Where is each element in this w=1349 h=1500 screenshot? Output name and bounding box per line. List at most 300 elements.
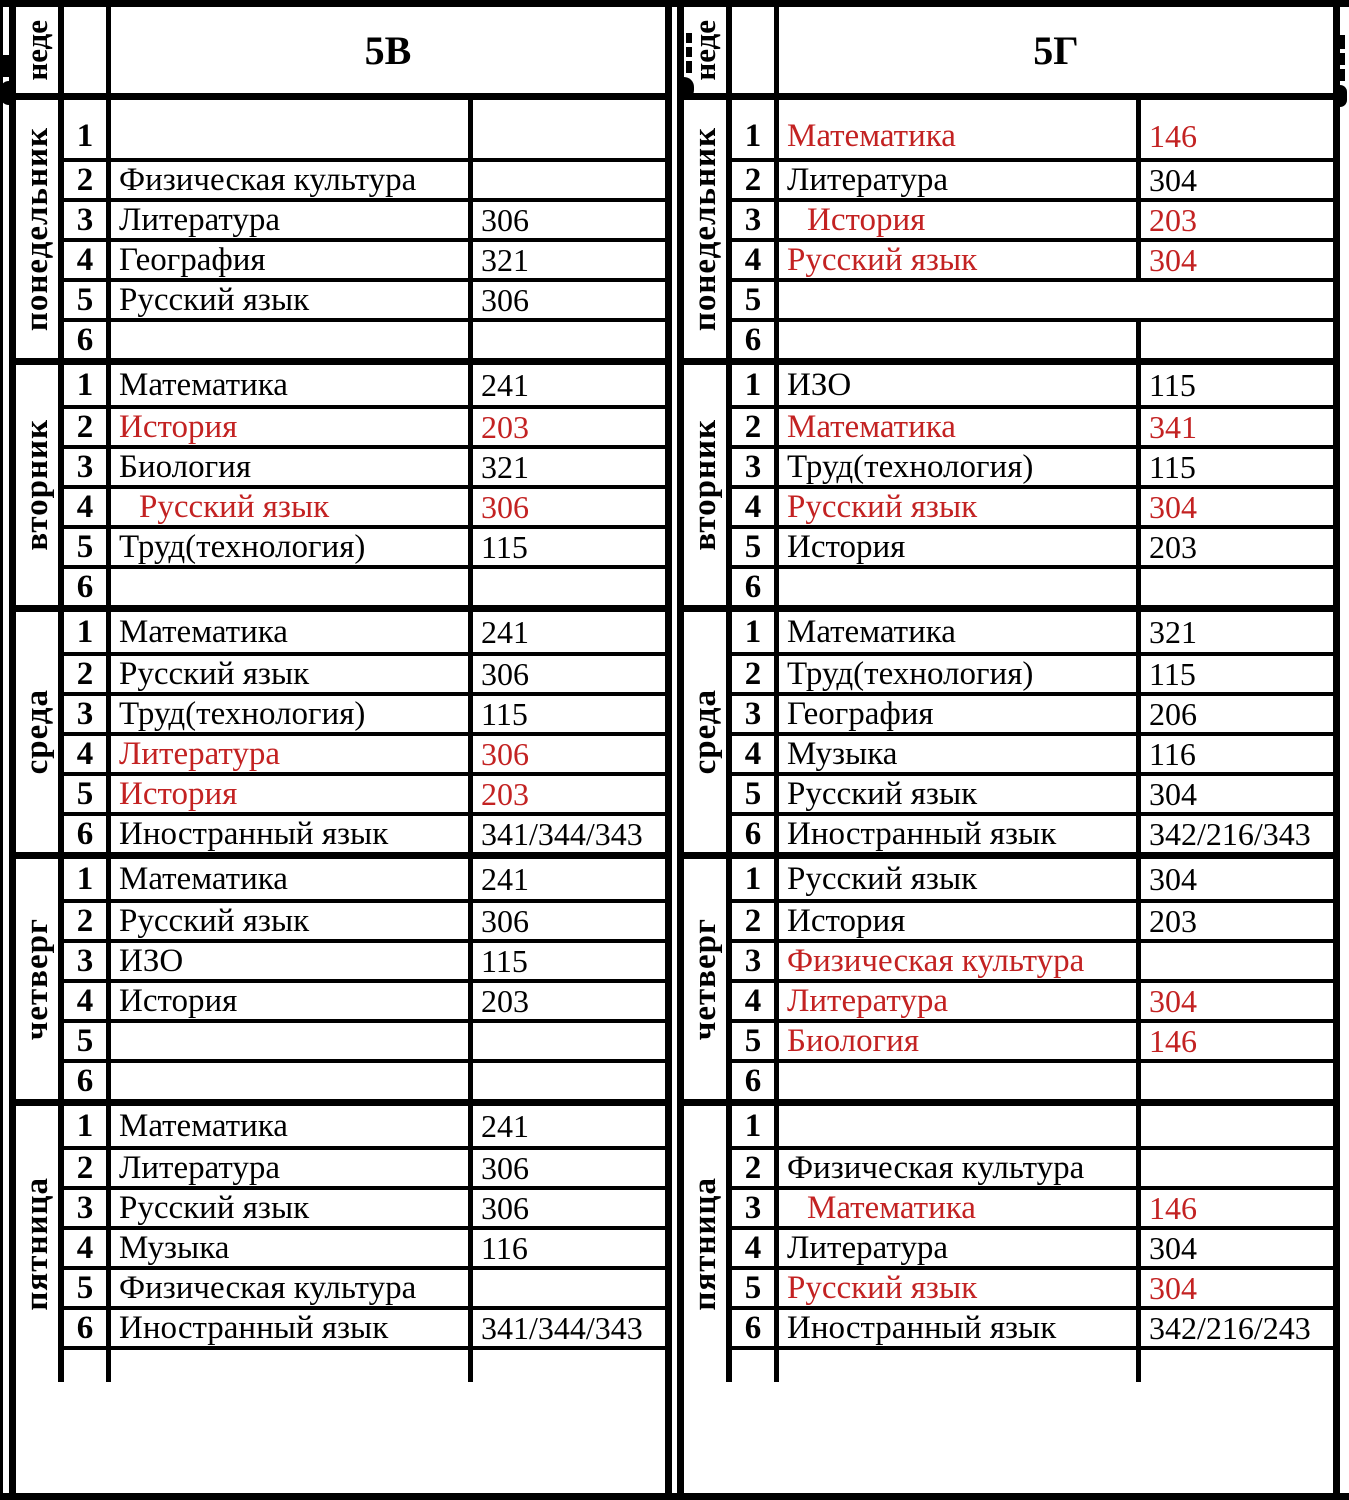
lesson-number: 4 bbox=[732, 736, 779, 772]
bottom-border-line bbox=[0, 1493, 1349, 1500]
day-rows bbox=[64, 859, 665, 1099]
room-cell: 321 bbox=[1136, 612, 1333, 652]
glyph-fragment bbox=[3, 55, 9, 77]
room-cell bbox=[468, 1023, 665, 1059]
lesson-row bbox=[64, 158, 665, 198]
room-cell: 321 bbox=[468, 449, 665, 485]
day-name-label: пятница bbox=[686, 1177, 723, 1311]
class-header: 5В bbox=[364, 27, 412, 73]
day-rows bbox=[732, 859, 1333, 1099]
room-cell: 306 bbox=[468, 736, 665, 772]
lesson-row bbox=[732, 1146, 1333, 1186]
room-cell: 206 bbox=[1136, 696, 1333, 732]
lesson-row bbox=[64, 485, 665, 525]
room-cell: 306 bbox=[468, 1150, 665, 1186]
subject-cell: Математика bbox=[787, 118, 956, 154]
lesson-row bbox=[64, 1346, 665, 1382]
glyph-fragment bbox=[1340, 69, 1345, 81]
room-cell: 116 bbox=[1136, 736, 1333, 772]
day-block-3 bbox=[16, 605, 665, 852]
lesson-number bbox=[64, 1350, 111, 1382]
lesson-number: 4 bbox=[64, 489, 111, 525]
lesson-number: 4 bbox=[64, 242, 111, 278]
day-name-cell bbox=[16, 1106, 64, 1382]
room-cell bbox=[468, 322, 665, 358]
subject-cell: Русский язык bbox=[787, 489, 978, 525]
lesson-number-header-cell bbox=[64, 7, 111, 93]
day-rows bbox=[64, 100, 665, 358]
lesson-number: 2 bbox=[732, 656, 779, 692]
room-cell: 306 bbox=[468, 202, 665, 238]
day-block-2 bbox=[16, 358, 665, 605]
lesson-row bbox=[732, 1019, 1333, 1059]
room-cell: 203 bbox=[1136, 529, 1333, 565]
lesson-row bbox=[732, 732, 1333, 772]
lesson-row bbox=[732, 1186, 1333, 1226]
day-name-cell bbox=[684, 365, 732, 605]
lesson-number: 6 bbox=[64, 1310, 111, 1346]
room-cell bbox=[1136, 1350, 1333, 1382]
lesson-number: 6 bbox=[64, 816, 111, 852]
day-name-label: вторник bbox=[686, 419, 723, 551]
subject-cell: ИЗО bbox=[119, 943, 184, 979]
lesson-number: 5 bbox=[64, 529, 111, 565]
subject-cell: Русский язык bbox=[787, 1270, 978, 1306]
room-cell: 203 bbox=[468, 409, 665, 445]
lesson-number: 2 bbox=[64, 162, 111, 198]
subject-cell: Математика bbox=[119, 366, 288, 403]
room-cell: 146 bbox=[1136, 100, 1333, 158]
lesson-row bbox=[732, 612, 1333, 652]
day-block-3 bbox=[684, 605, 1333, 852]
room-cell: 115 bbox=[468, 943, 665, 979]
subject-cell bbox=[111, 100, 468, 158]
room-cell bbox=[468, 1350, 665, 1382]
lesson-row bbox=[64, 1059, 665, 1099]
lesson-number: 6 bbox=[64, 569, 111, 605]
lesson-row bbox=[732, 1306, 1333, 1346]
lesson-row bbox=[64, 318, 665, 358]
subject-cell: Математика bbox=[119, 1107, 288, 1144]
lesson-row bbox=[732, 198, 1333, 238]
day-name-cell bbox=[684, 859, 732, 1099]
room-cell: 306 bbox=[468, 656, 665, 692]
top-border-line bbox=[0, 0, 1349, 7]
lesson-row bbox=[732, 278, 1333, 318]
subject-cell: Русский язык bbox=[787, 860, 978, 897]
lesson-number: 5 bbox=[64, 1023, 111, 1059]
day-block-4 bbox=[16, 852, 665, 1099]
lesson-number: 1 bbox=[732, 1106, 779, 1146]
subject-cell: Литература bbox=[787, 1230, 949, 1266]
lesson-row bbox=[64, 405, 665, 445]
lesson-row bbox=[732, 405, 1333, 445]
room-cell: 115 bbox=[468, 529, 665, 565]
subject-cell: Иностранный язык bbox=[787, 1310, 1057, 1346]
room-cell: 241 bbox=[468, 365, 665, 405]
room-cell: 115 bbox=[1136, 656, 1333, 692]
room-cell bbox=[468, 1270, 665, 1306]
room-cell: 115 bbox=[468, 696, 665, 732]
lesson-row bbox=[732, 1346, 1333, 1382]
lesson-row bbox=[64, 1306, 665, 1346]
subject-cell bbox=[779, 1350, 1136, 1382]
subject-cell: Русский язык bbox=[787, 776, 978, 812]
day-name-label: четверг bbox=[18, 917, 55, 1041]
lesson-number: 3 bbox=[732, 1190, 779, 1226]
subject-cell: История bbox=[119, 409, 238, 445]
lesson-number: 1 bbox=[64, 859, 111, 899]
day-name-cell bbox=[684, 612, 732, 852]
lesson-number: 5 bbox=[64, 282, 111, 318]
lesson-row bbox=[64, 445, 665, 485]
lesson-number: 3 bbox=[64, 1190, 111, 1226]
lesson-number: 6 bbox=[64, 1063, 111, 1099]
room-cell: 306 bbox=[468, 282, 665, 318]
lesson-number: 1 bbox=[64, 612, 111, 652]
lesson-number bbox=[732, 1350, 779, 1382]
lesson-number: 6 bbox=[64, 322, 111, 358]
day-name-label: четверг bbox=[686, 917, 723, 1041]
subject-cell bbox=[779, 1106, 1136, 1146]
lesson-number: 5 bbox=[732, 1023, 779, 1059]
lesson-number: 1 bbox=[64, 365, 111, 405]
subject-cell: Математика bbox=[119, 860, 288, 897]
lesson-row bbox=[64, 812, 665, 852]
lesson-number: 2 bbox=[64, 903, 111, 939]
subject-cell: Русский язык bbox=[119, 1190, 310, 1226]
day-name-cell bbox=[16, 612, 64, 852]
table-header-row bbox=[684, 7, 1333, 100]
room-cell bbox=[468, 569, 665, 605]
lesson-row bbox=[64, 772, 665, 812]
room-cell: 115 bbox=[1136, 449, 1333, 485]
lesson-row bbox=[732, 525, 1333, 565]
lesson-number: 5 bbox=[64, 1270, 111, 1306]
lesson-number: 2 bbox=[732, 1150, 779, 1186]
subject-cell: Биология bbox=[787, 1023, 920, 1059]
room-cell: 342/216/343 bbox=[1136, 816, 1333, 852]
subject-cell: Математика bbox=[119, 613, 288, 650]
lesson-number: 4 bbox=[64, 983, 111, 1019]
subject-cell: Русский язык bbox=[119, 282, 310, 318]
day-rows bbox=[732, 100, 1333, 358]
room-cell: 241 bbox=[468, 612, 665, 652]
lesson-number: 1 bbox=[732, 859, 779, 899]
subject-cell: Иностранный язык bbox=[119, 816, 389, 852]
room-cell: 306 bbox=[468, 903, 665, 939]
room-cell: 304 bbox=[1136, 1230, 1333, 1266]
tables-band bbox=[0, 7, 1349, 1493]
subject-cell: Иностранный язык bbox=[787, 816, 1057, 852]
room-cell: 203 bbox=[468, 776, 665, 812]
subject-cell bbox=[111, 1023, 468, 1059]
lesson-number: 3 bbox=[732, 449, 779, 485]
lesson-number: 2 bbox=[732, 162, 779, 198]
lesson-row bbox=[732, 859, 1333, 899]
room-cell bbox=[1136, 1063, 1333, 1099]
day-name-cell bbox=[16, 365, 64, 605]
lesson-number: 5 bbox=[732, 529, 779, 565]
cropped-left-table-fragment bbox=[0, 7, 9, 1493]
day-name-cell bbox=[684, 1106, 732, 1382]
lesson-number: 6 bbox=[732, 816, 779, 852]
lesson-number: 3 bbox=[64, 202, 111, 238]
room-cell: 116 bbox=[468, 1230, 665, 1266]
lesson-number: 5 bbox=[64, 776, 111, 812]
glyph-fragment bbox=[1340, 85, 1347, 107]
lesson-number: 6 bbox=[732, 1310, 779, 1346]
lesson-number: 2 bbox=[64, 409, 111, 445]
room-cell bbox=[468, 1063, 665, 1099]
lesson-row bbox=[732, 772, 1333, 812]
lesson-row bbox=[64, 652, 665, 692]
lesson-number: 2 bbox=[732, 903, 779, 939]
subject-cell: Русский язык bbox=[119, 656, 310, 692]
lesson-number: 4 bbox=[732, 489, 779, 525]
room-cell: 241 bbox=[468, 859, 665, 899]
lesson-row bbox=[64, 612, 665, 652]
subject-cell bbox=[779, 322, 1136, 358]
lesson-row bbox=[64, 1106, 665, 1146]
lesson-row bbox=[732, 238, 1333, 278]
subject-cell: Труд(технология) bbox=[787, 449, 1034, 485]
lesson-number: 4 bbox=[732, 1230, 779, 1266]
day-name-label: пятница bbox=[18, 1177, 55, 1311]
lesson-row bbox=[64, 939, 665, 979]
day-rows bbox=[732, 365, 1333, 605]
lesson-row bbox=[64, 100, 665, 158]
lesson-row bbox=[732, 692, 1333, 732]
lesson-row bbox=[732, 158, 1333, 198]
day-name-label: среда bbox=[18, 689, 55, 775]
subject-cell bbox=[779, 282, 1333, 318]
room-cell: 241 bbox=[468, 1106, 665, 1146]
cropped-right-table-fragment bbox=[1340, 7, 1349, 1493]
lesson-number: 2 bbox=[64, 1150, 111, 1186]
lesson-row bbox=[732, 565, 1333, 605]
subject-cell: Русский язык bbox=[139, 489, 330, 525]
day-name-label: понедельник bbox=[18, 126, 55, 332]
day-rows bbox=[64, 365, 665, 605]
subject-cell bbox=[111, 322, 468, 358]
room-cell: 304 bbox=[1136, 489, 1333, 525]
subject-cell: Труд(технология) bbox=[119, 696, 366, 732]
room-cell: 306 bbox=[468, 1190, 665, 1226]
day-block-1 bbox=[16, 100, 665, 358]
subject-cell: Литература bbox=[119, 1150, 281, 1186]
day-block-5 bbox=[16, 1099, 665, 1382]
day-name-cell bbox=[16, 859, 64, 1099]
lesson-row bbox=[732, 899, 1333, 939]
subject-cell: Математика bbox=[787, 613, 956, 650]
lesson-row bbox=[732, 365, 1333, 405]
week-header-cell bbox=[16, 7, 64, 93]
lesson-row bbox=[732, 979, 1333, 1019]
room-cell: 341/344/343 bbox=[468, 816, 665, 852]
subject-cell: География bbox=[787, 696, 934, 732]
subject-cell: Русский язык bbox=[787, 242, 978, 278]
subject-cell: Физическая культура bbox=[787, 943, 1085, 979]
day-rows bbox=[64, 1106, 665, 1382]
lesson-number: 3 bbox=[64, 696, 111, 732]
subject-cell bbox=[779, 1063, 1136, 1099]
day-block-2 bbox=[684, 358, 1333, 605]
room-cell: 146 bbox=[1136, 1190, 1333, 1226]
lesson-row bbox=[64, 692, 665, 732]
glyph-fragment bbox=[0, 81, 9, 105]
lesson-number: 2 bbox=[64, 656, 111, 692]
lesson-number: 4 bbox=[732, 983, 779, 1019]
subject-cell: История bbox=[119, 983, 238, 1019]
subject-cell bbox=[779, 569, 1136, 605]
lesson-number: 4 bbox=[64, 736, 111, 772]
room-cell: 341/344/343 bbox=[468, 1310, 665, 1346]
room-cell bbox=[1136, 1150, 1333, 1186]
subject-cell: Литература bbox=[119, 202, 281, 238]
room-cell: 203 bbox=[468, 983, 665, 1019]
subject-cell: Литература bbox=[119, 736, 281, 772]
day-block-4 bbox=[684, 852, 1333, 1099]
subject-cell: Математика bbox=[807, 1190, 976, 1226]
day-rows bbox=[732, 1106, 1333, 1382]
day-name-cell bbox=[684, 100, 732, 358]
lesson-row bbox=[64, 565, 665, 605]
room-cell: 342/216/243 bbox=[1136, 1310, 1333, 1346]
lesson-row bbox=[64, 278, 665, 318]
subject-cell: Литература bbox=[787, 162, 949, 198]
subject-cell: История bbox=[807, 202, 926, 238]
table-header-row bbox=[16, 7, 665, 100]
class-timetable-5g bbox=[677, 7, 1340, 1493]
class-timetable-5v bbox=[9, 7, 672, 1493]
subject-cell: История bbox=[787, 529, 906, 565]
subject-cell: История bbox=[119, 776, 238, 812]
room-cell: 304 bbox=[1136, 162, 1333, 198]
lesson-row bbox=[64, 979, 665, 1019]
subject-cell: География bbox=[119, 242, 266, 278]
day-name-label: среда bbox=[686, 689, 723, 775]
lesson-row bbox=[732, 1226, 1333, 1266]
subject-cell: Физическая культура bbox=[119, 1270, 417, 1306]
lesson-number: 1 bbox=[732, 365, 779, 405]
room-cell bbox=[1136, 943, 1333, 979]
day-block-1 bbox=[684, 100, 1333, 358]
lesson-number: 6 bbox=[732, 1063, 779, 1099]
subject-cell: Труд(технология) bbox=[119, 529, 366, 565]
lesson-number: 6 bbox=[732, 569, 779, 605]
room-cell: 306 bbox=[468, 489, 665, 525]
lesson-number: 4 bbox=[732, 242, 779, 278]
lesson-number: 5 bbox=[732, 282, 779, 318]
lesson-row bbox=[732, 652, 1333, 692]
room-cell: 146 bbox=[1136, 1023, 1333, 1059]
day-block-5 bbox=[684, 1099, 1333, 1382]
room-cell: 304 bbox=[1136, 242, 1333, 278]
lesson-number-header-cell bbox=[732, 7, 779, 93]
glyph-fragment bbox=[1340, 53, 1345, 65]
lesson-row bbox=[732, 485, 1333, 525]
lesson-row bbox=[64, 1266, 665, 1306]
lesson-row bbox=[732, 1106, 1333, 1146]
glyph-fragment bbox=[1340, 35, 1345, 49]
subject-cell: Труд(технология) bbox=[787, 656, 1034, 692]
lesson-number: 3 bbox=[64, 449, 111, 485]
lesson-number: 1 bbox=[64, 100, 111, 158]
subject-cell: Иностранный язык bbox=[119, 1310, 389, 1346]
lesson-number: 3 bbox=[732, 202, 779, 238]
lesson-number: 1 bbox=[64, 1106, 111, 1146]
class-header: 5Г bbox=[1033, 27, 1079, 73]
lesson-row bbox=[64, 1186, 665, 1226]
room-cell: 115 bbox=[1136, 365, 1333, 405]
week-header-label: неде bbox=[19, 19, 54, 81]
room-cell bbox=[1136, 1106, 1333, 1146]
lesson-row bbox=[64, 859, 665, 899]
day-name-label: понедельник bbox=[686, 126, 723, 332]
subject-cell: Русский язык bbox=[119, 903, 310, 939]
lesson-row bbox=[732, 1266, 1333, 1306]
room-cell: 304 bbox=[1136, 776, 1333, 812]
room-cell: 341 bbox=[1136, 409, 1333, 445]
subject-cell bbox=[111, 569, 468, 605]
week-header-label: неде bbox=[687, 19, 722, 81]
day-rows bbox=[64, 612, 665, 852]
subject-cell: ИЗО bbox=[787, 366, 852, 403]
room-cell bbox=[1136, 322, 1333, 358]
lesson-row bbox=[732, 100, 1333, 158]
subject-cell: Физическая культура bbox=[787, 1150, 1085, 1186]
day-name-label: вторник bbox=[18, 419, 55, 551]
lesson-row bbox=[732, 318, 1333, 358]
room-cell: 304 bbox=[1136, 859, 1333, 899]
lesson-row bbox=[64, 198, 665, 238]
room-cell bbox=[468, 162, 665, 198]
lesson-row bbox=[64, 238, 665, 278]
day-name-cell bbox=[16, 100, 64, 358]
subject-cell: Математика bbox=[787, 409, 956, 445]
week-header-cell bbox=[684, 7, 732, 93]
subject-cell: История bbox=[787, 903, 906, 939]
lesson-row bbox=[64, 899, 665, 939]
lesson-row bbox=[64, 1019, 665, 1059]
lesson-number: 6 bbox=[732, 322, 779, 358]
room-cell: 321 bbox=[468, 242, 665, 278]
lesson-number: 4 bbox=[64, 1230, 111, 1266]
lesson-number: 1 bbox=[732, 100, 779, 158]
subject-cell bbox=[111, 1063, 468, 1099]
lesson-number: 3 bbox=[732, 696, 779, 732]
lesson-row bbox=[732, 1059, 1333, 1099]
lesson-number: 3 bbox=[732, 943, 779, 979]
lesson-row bbox=[64, 365, 665, 405]
room-cell: 304 bbox=[1136, 1270, 1333, 1306]
lesson-row bbox=[732, 445, 1333, 485]
room-cell bbox=[1136, 569, 1333, 605]
lesson-number: 1 bbox=[732, 612, 779, 652]
lesson-number: 3 bbox=[64, 943, 111, 979]
room-cell: 304 bbox=[1136, 983, 1333, 1019]
subject-cell: Биология bbox=[119, 449, 252, 485]
lesson-row bbox=[64, 525, 665, 565]
subject-cell: Музыка bbox=[787, 736, 898, 772]
subject-cell: Музыка bbox=[119, 1230, 230, 1266]
lesson-row bbox=[732, 812, 1333, 852]
subject-cell: Литература bbox=[787, 983, 949, 1019]
room-cell bbox=[468, 100, 665, 158]
room-cell: 203 bbox=[1136, 202, 1333, 238]
lesson-row bbox=[64, 1226, 665, 1266]
